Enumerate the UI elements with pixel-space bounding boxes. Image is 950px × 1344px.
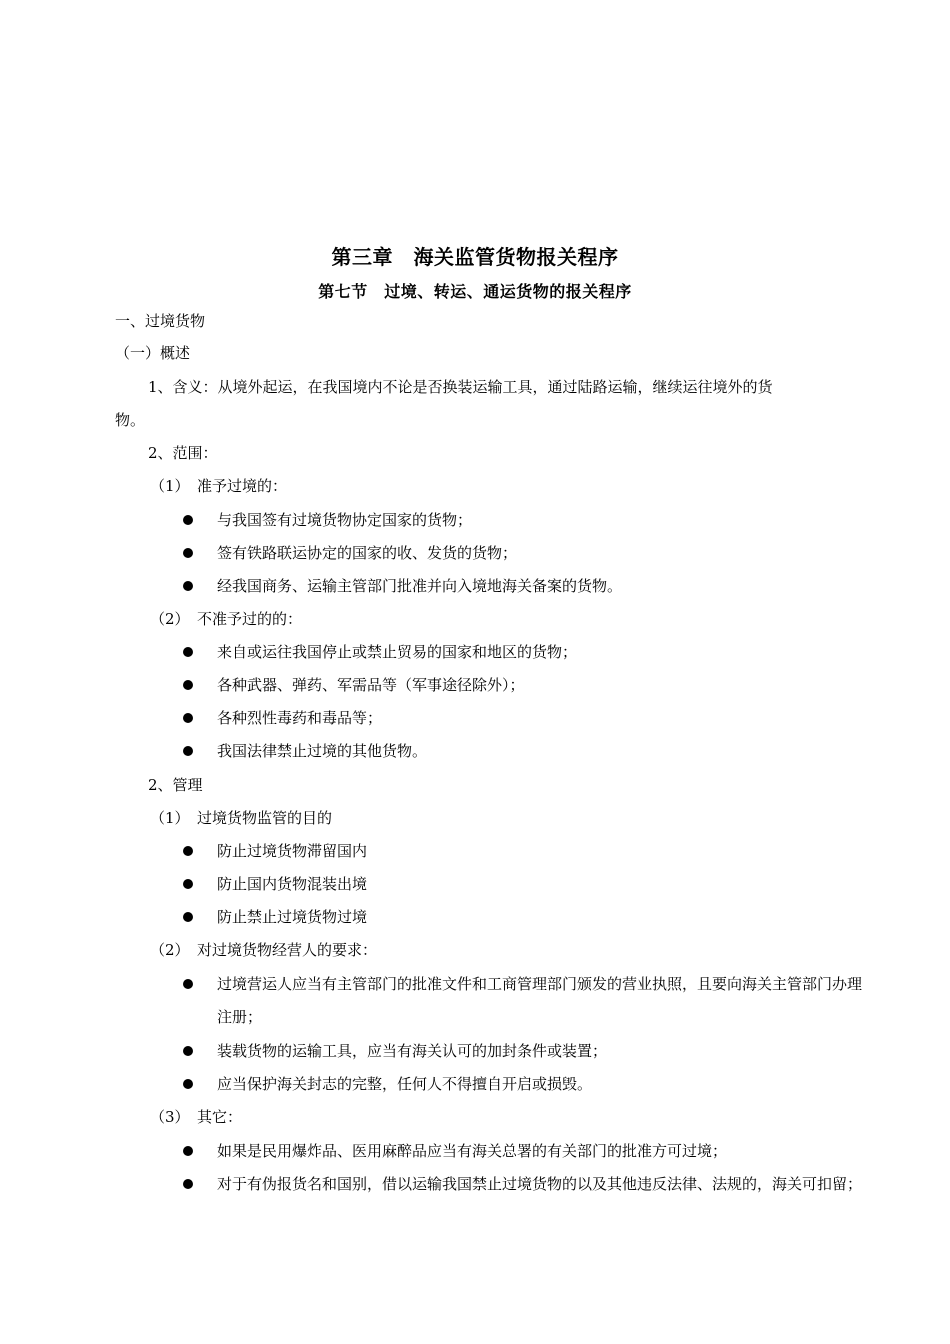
heading-operator: （2） 对过境货物经营人的要求： (150, 941, 378, 959)
bullet-icon (183, 1079, 193, 1089)
document-page: 第三章 海关监管货物报关程序 第七节 过境、转运、通运货物的报关程序 一、过境货物 （一）概述 1、含义：从境外起运，在我国境内不论是否换装运输工具，通过陆路运输，继续运往境外的货 物。 2、范围： （1） 准予过境的： 与我国签有过境货物协定国家的货物； 签有铁路联运协定的国家的收、发货的货物； 经我国商务、运输主管部门批准并向入境地海关备案的货物。 （2） 不准予过的的： 来自或运往我国停止或禁止贸易的国家和地区的货物； 各种武器、弹药、军需品等（军事途径除外）； 各种烈性毒药和毒品等； 我国法律禁止过境的其他货物。 2、管理 （1） 过境货物监管的目的 防止过境货物滞留国内 防止国内货物混装出境 防止禁止过境货物过境 （2） 对过境货物经营人的要求： 过境营运人应当有主管部门的批准文件和工商管理部门颁发的营业执照，且要向海关主管部门办理注册； 装载货物的运输工具，应当有海关认可的加封条件或装置； 应当保护海关封志的完整，任何人不得擅自开启或损毁。 （3） 其它： 如果是民用爆炸品、医用麻醉品应当有海关总署的有关部门的批准方可过境； 对于有伪报货名和国别，借以运输我国禁止过境货物的以及其他违反法律、法规的，海关可扣留； (0, 0, 950, 1344)
bullet-icon (183, 548, 193, 558)
heading-transit-goods: 一、过境货物 (115, 312, 206, 330)
bullet-icon (183, 879, 193, 889)
definition-line-1: 1、含义：从境外起运，在我国境内不论是否换装运输工具，通过陆路运输，继续运往境外的货 (148, 378, 773, 396)
definition-line-2: 物。 (115, 411, 146, 429)
heading-allowed: （1） 准予过境的： (150, 477, 288, 495)
heading-scope: 2、范围： (148, 444, 218, 462)
heading-management: 2、管理 (148, 776, 203, 794)
bullet-icon (183, 515, 193, 525)
bullet-icon (183, 647, 193, 657)
heading-purpose: （1） 过境货物监管的目的 (150, 809, 333, 827)
bullet-icon (183, 1146, 193, 1156)
bullet-icon (183, 846, 193, 856)
bullet-icon (183, 746, 193, 756)
bullet-icon (183, 979, 193, 989)
heading-overview: （一）概述 (115, 344, 191, 362)
heading-forbidden: （2） 不准予过的的： (150, 610, 303, 628)
bullet-icon (183, 581, 193, 591)
bullet-icon (183, 713, 193, 723)
bullet-icon (183, 680, 193, 690)
bullet-icon (183, 1046, 193, 1056)
bullet-icon (183, 912, 193, 922)
bullet-icon (183, 1179, 193, 1189)
section-title: 第七节 过境、转运、通运货物的报关程序 (318, 282, 632, 301)
chapter-title: 第三章 海关监管货物报关程序 (331, 245, 619, 269)
heading-other: （3） 其它： (150, 1108, 243, 1126)
